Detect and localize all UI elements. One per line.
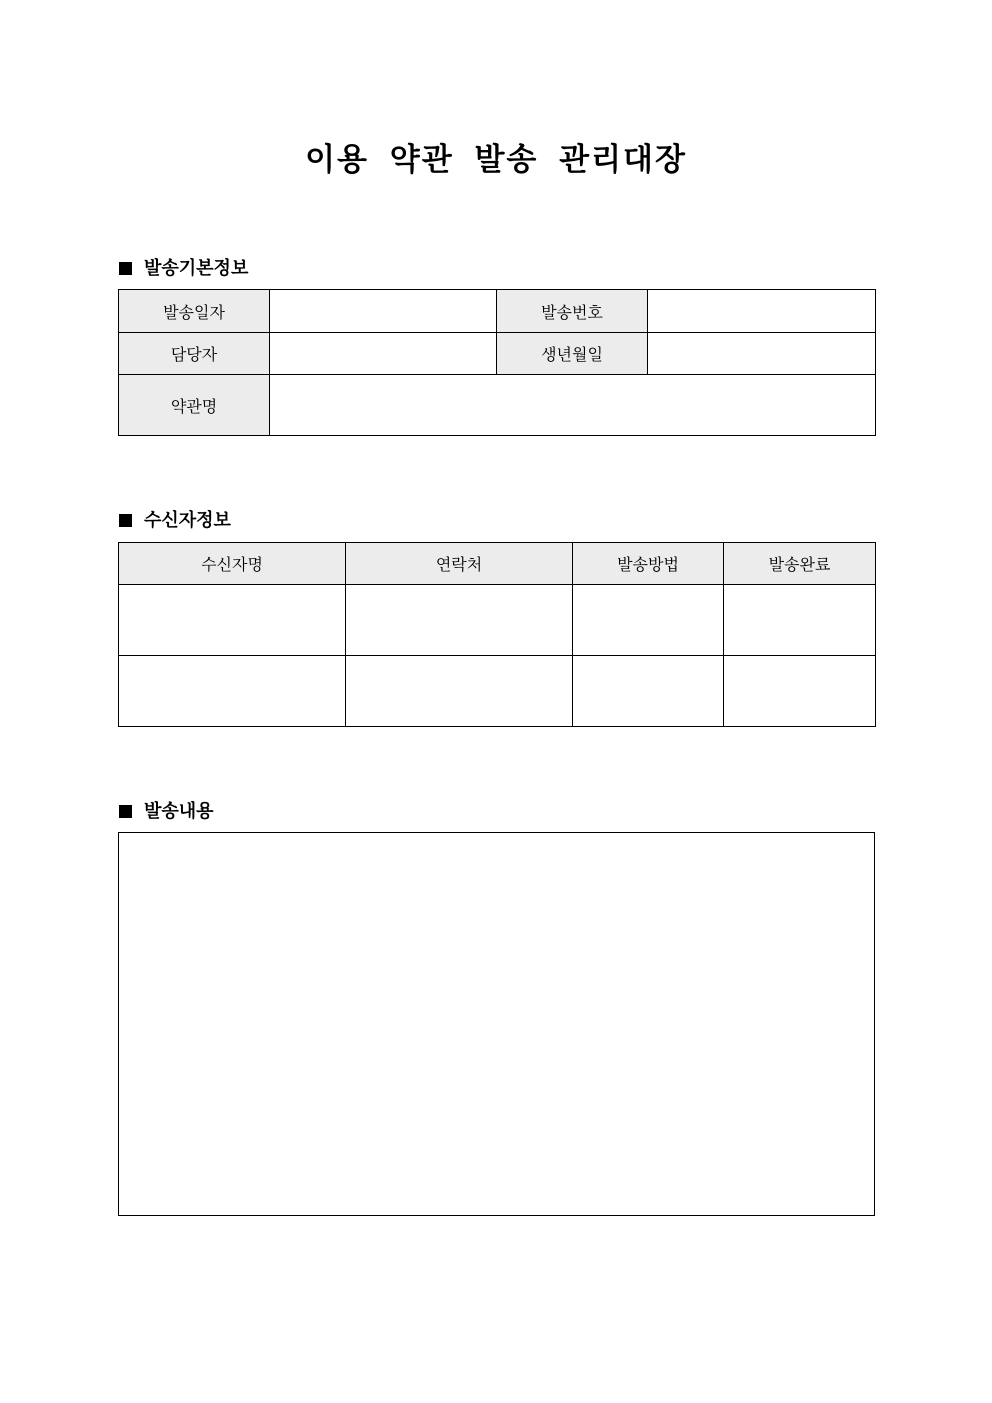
square-bullet-icon [119, 262, 132, 275]
manager-label: 담당자 [119, 333, 270, 375]
square-bullet-icon [119, 805, 132, 818]
recipient-table [118, 542, 876, 727]
table-row [119, 656, 876, 727]
table-row [119, 585, 876, 656]
contact-cell[interactable] [346, 656, 573, 727]
birthdate-label: 생년월일 [497, 333, 648, 375]
send-complete-cell[interactable] [724, 656, 876, 727]
section-heading-send-content [119, 797, 214, 823]
column-header-recipient-name: 수신자명 [119, 543, 346, 585]
recipient-name-cell[interactable] [119, 656, 346, 727]
section-heading-label: 발송내용 [144, 801, 214, 822]
send-method-cell[interactable] [573, 585, 724, 656]
column-header-contact: 연락처 [346, 543, 573, 585]
column-header-send-complete: 발송완료 [724, 543, 876, 585]
send-number-field[interactable] [648, 290, 876, 333]
section-heading-label: 발송기본정보 [144, 258, 249, 279]
terms-name-label: 약관명 [119, 375, 270, 436]
send-method-cell[interactable] [573, 656, 724, 727]
send-complete-cell[interactable] [724, 585, 876, 656]
birthdate-field[interactable] [648, 333, 876, 375]
contact-cell[interactable] [346, 585, 573, 656]
send-number-label: 발송번호 [497, 290, 648, 333]
section-heading-recipient-info [119, 506, 231, 532]
column-header-send-method: 발송방법 [573, 543, 724, 585]
send-content-box[interactable] [118, 832, 875, 1216]
square-bullet-icon [119, 514, 132, 527]
document-title: 이용 약관 발송 관리대장 [305, 142, 687, 178]
section-heading-label: 수신자정보 [144, 510, 231, 531]
send-date-label: 발송일자 [119, 290, 270, 333]
recipient-name-cell[interactable] [119, 585, 346, 656]
section-heading-basic-info [119, 254, 248, 280]
manager-field[interactable] [270, 333, 497, 375]
terms-name-field[interactable] [270, 375, 876, 436]
send-date-field[interactable] [270, 290, 497, 333]
basic-info-table [118, 289, 876, 436]
